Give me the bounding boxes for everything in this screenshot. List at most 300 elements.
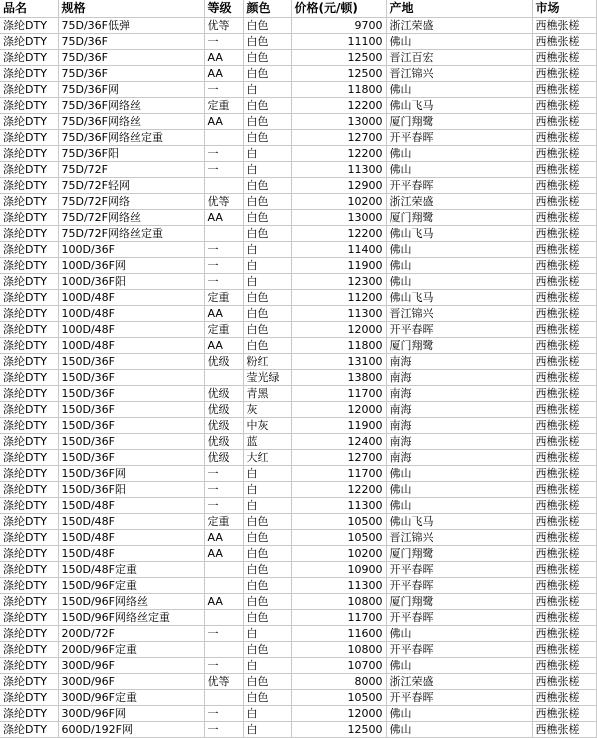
cell-price: 13000 bbox=[291, 210, 386, 226]
cell-color: 白 bbox=[243, 658, 291, 674]
cell-color: 白 bbox=[243, 706, 291, 722]
cell-grade bbox=[204, 226, 243, 242]
cell-product-name: 涤纶DTY bbox=[0, 242, 58, 258]
table-row bbox=[0, 290, 596, 306]
cell-product-name: 涤纶DTY bbox=[0, 274, 58, 290]
cell-grade bbox=[204, 690, 243, 706]
cell-price: 11800 bbox=[291, 82, 386, 98]
cell-spec: 100D/36F bbox=[58, 242, 204, 258]
cell-color: 白色 bbox=[243, 226, 291, 242]
cell-market: 西樵张槎 bbox=[532, 450, 596, 466]
cell-price: 10800 bbox=[291, 594, 386, 610]
cell-market: 西樵张槎 bbox=[532, 98, 596, 114]
cell-spec: 300D/96F bbox=[58, 658, 204, 674]
cell-color: 白色 bbox=[243, 306, 291, 322]
cell-color: 白色 bbox=[243, 178, 291, 194]
cell-spec: 150D/96F网络丝 bbox=[58, 594, 204, 610]
cell-spec: 150D/36F阳 bbox=[58, 482, 204, 498]
cell-origin: 南海 bbox=[386, 418, 532, 434]
cell-price: 10700 bbox=[291, 658, 386, 674]
cell-market: 西樵张槎 bbox=[532, 178, 596, 194]
cell-product-name: 涤纶DTY bbox=[0, 626, 58, 642]
table-row bbox=[0, 338, 596, 354]
cell-product-name: 涤纶DTY bbox=[0, 306, 58, 322]
cell-product-name: 涤纶DTY bbox=[0, 578, 58, 594]
cell-spec: 150D/96F定重 bbox=[58, 578, 204, 594]
cell-spec: 100D/48F bbox=[58, 306, 204, 322]
cell-price: 12700 bbox=[291, 130, 386, 146]
cell-grade: 定重 bbox=[204, 290, 243, 306]
cell-spec: 75D/36F网 bbox=[58, 82, 204, 98]
cell-spec: 100D/48F bbox=[58, 338, 204, 354]
table-row bbox=[0, 130, 596, 146]
table-row bbox=[0, 562, 596, 578]
cell-market: 西樵张槎 bbox=[532, 706, 596, 722]
cell-spec: 75D/36F网络丝 bbox=[58, 98, 204, 114]
cell-market: 西樵张槎 bbox=[532, 722, 596, 738]
cell-origin: 开平春晖 bbox=[386, 690, 532, 706]
cell-grade: AA bbox=[204, 50, 243, 66]
table-row bbox=[0, 674, 596, 690]
cell-price: 10500 bbox=[291, 690, 386, 706]
cell-spec: 600D/192F网 bbox=[58, 722, 204, 738]
cell-price: 10800 bbox=[291, 642, 386, 658]
table-row bbox=[0, 370, 596, 386]
cell-market: 西樵张槎 bbox=[532, 354, 596, 370]
cell-market: 西樵张槎 bbox=[532, 258, 596, 274]
cell-color: 大红 bbox=[243, 450, 291, 466]
cell-color: 白 bbox=[243, 626, 291, 642]
table-row bbox=[0, 98, 596, 114]
cell-price: 13100 bbox=[291, 354, 386, 370]
cell-price: 12300 bbox=[291, 274, 386, 290]
cell-origin: 佛山 bbox=[386, 722, 532, 738]
cell-grade: 优级 bbox=[204, 402, 243, 418]
cell-grade bbox=[204, 642, 243, 658]
cell-product-name: 涤纶DTY bbox=[0, 354, 58, 370]
cell-color: 白 bbox=[243, 146, 291, 162]
cell-grade: 一 bbox=[204, 722, 243, 738]
cell-spec: 75D/36F bbox=[58, 66, 204, 82]
cell-market: 西樵张槎 bbox=[532, 274, 596, 290]
cell-product-name: 涤纶DTY bbox=[0, 546, 58, 562]
cell-grade: 优级 bbox=[204, 434, 243, 450]
cell-grade: 一 bbox=[204, 34, 243, 50]
cell-product-name: 涤纶DTY bbox=[0, 530, 58, 546]
cell-spec: 100D/48F bbox=[58, 322, 204, 338]
cell-color: 白色 bbox=[243, 530, 291, 546]
cell-product-name: 涤纶DTY bbox=[0, 34, 58, 50]
cell-market: 西樵张槎 bbox=[532, 226, 596, 242]
cell-color: 青黑 bbox=[243, 386, 291, 402]
cell-market: 西樵张槎 bbox=[532, 386, 596, 402]
cell-origin: 厦门翔鹭 bbox=[386, 338, 532, 354]
cell-color: 莹光绿 bbox=[243, 370, 291, 386]
cell-price: 11600 bbox=[291, 626, 386, 642]
cell-origin: 厦门翔鹭 bbox=[386, 210, 532, 226]
cell-market: 西樵张槎 bbox=[532, 370, 596, 386]
cell-market: 西樵张槎 bbox=[532, 194, 596, 210]
cell-spec: 75D/72F网络丝定重 bbox=[58, 226, 204, 242]
cell-market: 西樵张槎 bbox=[532, 290, 596, 306]
cell-spec: 150D/36F bbox=[58, 386, 204, 402]
cell-market: 西樵张槎 bbox=[532, 658, 596, 674]
cell-origin: 佛山飞马 bbox=[386, 514, 532, 530]
cell-spec: 100D/48F bbox=[58, 290, 204, 306]
cell-color: 白色 bbox=[243, 34, 291, 50]
cell-market: 西樵张槎 bbox=[532, 338, 596, 354]
cell-grade: 定重 bbox=[204, 98, 243, 114]
table-row bbox=[0, 722, 596, 738]
cell-market: 西樵张槎 bbox=[532, 498, 596, 514]
cell-origin: 佛山 bbox=[386, 34, 532, 50]
cell-market: 西樵张槎 bbox=[532, 50, 596, 66]
cell-origin: 开平春晖 bbox=[386, 322, 532, 338]
table-row bbox=[0, 690, 596, 706]
cell-spec: 300D/96F定重 bbox=[58, 690, 204, 706]
cell-price: 11300 bbox=[291, 578, 386, 594]
table-row bbox=[0, 194, 596, 210]
cell-color: 白色 bbox=[243, 578, 291, 594]
cell-grade bbox=[204, 562, 243, 578]
cell-spec: 75D/36F网络丝定重 bbox=[58, 130, 204, 146]
cell-spec: 300D/96F网 bbox=[58, 706, 204, 722]
cell-color: 白 bbox=[243, 482, 291, 498]
cell-grade: 优级 bbox=[204, 354, 243, 370]
cell-grade: 一 bbox=[204, 498, 243, 514]
cell-price: 10200 bbox=[291, 194, 386, 210]
cell-color: 蓝 bbox=[243, 434, 291, 450]
cell-product-name: 涤纶DTY bbox=[0, 18, 58, 34]
cell-price: 12000 bbox=[291, 402, 386, 418]
header-row bbox=[0, 0, 596, 18]
cell-color: 白 bbox=[243, 498, 291, 514]
cell-origin: 佛山飞马 bbox=[386, 226, 532, 242]
cell-price: 11800 bbox=[291, 338, 386, 354]
cell-grade: 一 bbox=[204, 162, 243, 178]
cell-grade: 优等 bbox=[204, 674, 243, 690]
cell-spec: 150D/36F bbox=[58, 450, 204, 466]
cell-origin: 开平春晖 bbox=[386, 610, 532, 626]
table-row bbox=[0, 450, 596, 466]
cell-grade: 一 bbox=[204, 626, 243, 642]
cell-market: 西樵张槎 bbox=[532, 578, 596, 594]
cell-product-name: 涤纶DTY bbox=[0, 482, 58, 498]
cell-price: 8000 bbox=[291, 674, 386, 690]
cell-origin: 南海 bbox=[386, 434, 532, 450]
cell-color: 白 bbox=[243, 242, 291, 258]
cell-price: 11300 bbox=[291, 162, 386, 178]
cell-origin: 佛山 bbox=[386, 706, 532, 722]
table-row bbox=[0, 306, 596, 322]
header-product-name: 品名 bbox=[0, 0, 58, 18]
cell-price: 12200 bbox=[291, 482, 386, 498]
cell-product-name: 涤纶DTY bbox=[0, 338, 58, 354]
table-body bbox=[0, 18, 596, 738]
cell-spec: 150D/36F bbox=[58, 418, 204, 434]
table-row bbox=[0, 66, 596, 82]
cell-color: 白色 bbox=[243, 18, 291, 34]
cell-origin: 晋江百宏 bbox=[386, 50, 532, 66]
cell-spec: 200D/96F定重 bbox=[58, 642, 204, 658]
cell-grade: 优级 bbox=[204, 386, 243, 402]
cell-product-name: 涤纶DTY bbox=[0, 514, 58, 530]
cell-origin: 佛山飞马 bbox=[386, 290, 532, 306]
cell-color: 白 bbox=[243, 274, 291, 290]
cell-origin: 开平春晖 bbox=[386, 578, 532, 594]
table-row bbox=[0, 578, 596, 594]
cell-price: 12500 bbox=[291, 722, 386, 738]
cell-product-name: 涤纶DTY bbox=[0, 98, 58, 114]
cell-price: 10500 bbox=[291, 530, 386, 546]
table-row bbox=[0, 706, 596, 722]
cell-product-name: 涤纶DTY bbox=[0, 386, 58, 402]
cell-grade bbox=[204, 610, 243, 626]
cell-market: 西樵张槎 bbox=[532, 306, 596, 322]
cell-grade: 定重 bbox=[204, 322, 243, 338]
cell-spec: 75D/36F bbox=[58, 34, 204, 50]
table-row bbox=[0, 418, 596, 434]
cell-spec: 75D/72F网络丝 bbox=[58, 210, 204, 226]
cell-price: 12200 bbox=[291, 226, 386, 242]
cell-origin: 南海 bbox=[386, 354, 532, 370]
cell-market: 西樵张槎 bbox=[532, 402, 596, 418]
cell-color: 白色 bbox=[243, 130, 291, 146]
table-row bbox=[0, 162, 596, 178]
cell-price: 10500 bbox=[291, 514, 386, 530]
cell-grade: 一 bbox=[204, 242, 243, 258]
cell-origin: 厦门翔鹭 bbox=[386, 594, 532, 610]
cell-product-name: 涤纶DTY bbox=[0, 418, 58, 434]
cell-spec: 75D/36F低弹 bbox=[58, 18, 204, 34]
cell-grade: AA bbox=[204, 210, 243, 226]
cell-origin: 开平春晖 bbox=[386, 178, 532, 194]
cell-spec: 300D/96F bbox=[58, 674, 204, 690]
cell-grade: 一 bbox=[204, 82, 243, 98]
cell-product-name: 涤纶DTY bbox=[0, 562, 58, 578]
cell-origin: 晋江锦兴 bbox=[386, 66, 532, 82]
cell-grade: 优等 bbox=[204, 194, 243, 210]
cell-product-name: 涤纶DTY bbox=[0, 498, 58, 514]
cell-spec: 150D/36F网 bbox=[58, 466, 204, 482]
table-row bbox=[0, 322, 596, 338]
cell-color: 白色 bbox=[243, 594, 291, 610]
cell-market: 西樵张槎 bbox=[532, 530, 596, 546]
table-row bbox=[0, 34, 596, 50]
cell-spec: 100D/36F阳 bbox=[58, 274, 204, 290]
cell-color: 白 bbox=[243, 82, 291, 98]
cell-spec: 150D/36F bbox=[58, 354, 204, 370]
cell-grade: 一 bbox=[204, 706, 243, 722]
table-row bbox=[0, 466, 596, 482]
header-color: 颜色 bbox=[243, 0, 291, 18]
cell-market: 西樵张槎 bbox=[532, 242, 596, 258]
cell-market: 西樵张槎 bbox=[532, 690, 596, 706]
cell-grade: AA bbox=[204, 338, 243, 354]
cell-origin: 佛山 bbox=[386, 658, 532, 674]
table-row bbox=[0, 50, 596, 66]
cell-origin: 厦门翔鹭 bbox=[386, 114, 532, 130]
cell-price: 11100 bbox=[291, 34, 386, 50]
table-row bbox=[0, 514, 596, 530]
cell-market: 西樵张槎 bbox=[532, 594, 596, 610]
cell-market: 西樵张槎 bbox=[532, 610, 596, 626]
cell-grade: 定重 bbox=[204, 514, 243, 530]
cell-price: 11900 bbox=[291, 258, 386, 274]
cell-price: 13000 bbox=[291, 114, 386, 130]
cell-price: 12200 bbox=[291, 146, 386, 162]
cell-spec: 150D/36F bbox=[58, 370, 204, 386]
table-row bbox=[0, 594, 596, 610]
cell-market: 西樵张槎 bbox=[532, 322, 596, 338]
cell-product-name: 涤纶DTY bbox=[0, 434, 58, 450]
cell-grade: AA bbox=[204, 546, 243, 562]
cell-product-name: 涤纶DTY bbox=[0, 466, 58, 482]
cell-origin: 南海 bbox=[386, 402, 532, 418]
cell-spec: 75D/72F网络 bbox=[58, 194, 204, 210]
cell-origin: 佛山 bbox=[386, 466, 532, 482]
cell-origin: 浙江荣盛 bbox=[386, 674, 532, 690]
table-row bbox=[0, 178, 596, 194]
cell-spec: 150D/36F bbox=[58, 434, 204, 450]
cell-product-name: 涤纶DTY bbox=[0, 178, 58, 194]
cell-grade: AA bbox=[204, 114, 243, 130]
cell-price: 9700 bbox=[291, 18, 386, 34]
table-row bbox=[0, 530, 596, 546]
cell-spec: 150D/36F bbox=[58, 402, 204, 418]
table-row bbox=[0, 146, 596, 162]
cell-grade: 优等 bbox=[204, 18, 243, 34]
cell-color: 白色 bbox=[243, 690, 291, 706]
cell-color: 灰 bbox=[243, 402, 291, 418]
table-row bbox=[0, 242, 596, 258]
cell-price: 12000 bbox=[291, 706, 386, 722]
cell-spec: 75D/36F网络丝 bbox=[58, 114, 204, 130]
cell-product-name: 涤纶DTY bbox=[0, 402, 58, 418]
cell-spec: 150D/48F bbox=[58, 498, 204, 514]
table-row bbox=[0, 226, 596, 242]
cell-market: 西樵张槎 bbox=[532, 82, 596, 98]
table-row bbox=[0, 354, 596, 370]
table-row bbox=[0, 610, 596, 626]
cell-price: 11900 bbox=[291, 418, 386, 434]
table-row bbox=[0, 274, 596, 290]
cell-grade: 一 bbox=[204, 274, 243, 290]
table-row bbox=[0, 498, 596, 514]
cell-origin: 佛山 bbox=[386, 162, 532, 178]
table-row bbox=[0, 114, 596, 130]
cell-origin: 开平春晖 bbox=[386, 562, 532, 578]
cell-market: 西樵张槎 bbox=[532, 482, 596, 498]
cell-product-name: 涤纶DTY bbox=[0, 642, 58, 658]
cell-color: 白色 bbox=[243, 338, 291, 354]
cell-market: 西樵张槎 bbox=[532, 34, 596, 50]
cell-price: 12900 bbox=[291, 178, 386, 194]
cell-product-name: 涤纶DTY bbox=[0, 322, 58, 338]
cell-product-name: 涤纶DTY bbox=[0, 146, 58, 162]
table-row bbox=[0, 434, 596, 450]
cell-product-name: 涤纶DTY bbox=[0, 658, 58, 674]
cell-price: 11400 bbox=[291, 242, 386, 258]
header-market: 市场 bbox=[532, 0, 596, 18]
cell-origin: 厦门翔鹭 bbox=[386, 546, 532, 562]
cell-price: 10900 bbox=[291, 562, 386, 578]
cell-origin: 南海 bbox=[386, 386, 532, 402]
cell-grade: 一 bbox=[204, 146, 243, 162]
table-row bbox=[0, 386, 596, 402]
cell-price: 12000 bbox=[291, 322, 386, 338]
cell-grade bbox=[204, 370, 243, 386]
cell-market: 西樵张槎 bbox=[532, 434, 596, 450]
cell-product-name: 涤纶DTY bbox=[0, 690, 58, 706]
cell-origin: 佛山 bbox=[386, 626, 532, 642]
cell-color: 白色 bbox=[243, 290, 291, 306]
cell-market: 西樵张槎 bbox=[532, 146, 596, 162]
cell-product-name: 涤纶DTY bbox=[0, 674, 58, 690]
cell-price: 11300 bbox=[291, 306, 386, 322]
cell-color: 白色 bbox=[243, 610, 291, 626]
cell-grade: AA bbox=[204, 530, 243, 546]
header-origin: 产地 bbox=[386, 0, 532, 18]
table-row bbox=[0, 402, 596, 418]
cell-color: 白 bbox=[243, 466, 291, 482]
cell-spec: 75D/72F轻网 bbox=[58, 178, 204, 194]
cell-grade: 优级 bbox=[204, 450, 243, 466]
cell-grade: AA bbox=[204, 594, 243, 610]
table-row bbox=[0, 626, 596, 642]
cell-color: 白色 bbox=[243, 210, 291, 226]
cell-color: 白色 bbox=[243, 322, 291, 338]
header-spec: 规格 bbox=[58, 0, 204, 18]
cell-origin: 开平春晖 bbox=[386, 642, 532, 658]
cell-color: 白色 bbox=[243, 546, 291, 562]
cell-price: 12700 bbox=[291, 450, 386, 466]
cell-origin: 佛山 bbox=[386, 482, 532, 498]
cell-product-name: 涤纶DTY bbox=[0, 210, 58, 226]
cell-market: 西樵张槎 bbox=[532, 66, 596, 82]
cell-origin: 南海 bbox=[386, 370, 532, 386]
cell-grade: 一 bbox=[204, 482, 243, 498]
cell-spec: 150D/96F网络丝定重 bbox=[58, 610, 204, 626]
cell-market: 西樵张槎 bbox=[532, 18, 596, 34]
cell-market: 西樵张槎 bbox=[532, 514, 596, 530]
cell-product-name: 涤纶DTY bbox=[0, 130, 58, 146]
cell-price: 11700 bbox=[291, 466, 386, 482]
cell-origin: 佛山 bbox=[386, 498, 532, 514]
cell-grade: 优级 bbox=[204, 418, 243, 434]
cell-color: 白色 bbox=[243, 194, 291, 210]
cell-color: 白色 bbox=[243, 114, 291, 130]
cell-spec: 100D/36F网 bbox=[58, 258, 204, 274]
cell-product-name: 涤纶DTY bbox=[0, 722, 58, 738]
cell-origin: 晋江锦兴 bbox=[386, 530, 532, 546]
cell-spec: 75D/72F bbox=[58, 162, 204, 178]
cell-product-name: 涤纶DTY bbox=[0, 226, 58, 242]
cell-product-name: 涤纶DTY bbox=[0, 66, 58, 82]
cell-price: 11700 bbox=[291, 610, 386, 626]
cell-product-name: 涤纶DTY bbox=[0, 610, 58, 626]
cell-grade: AA bbox=[204, 66, 243, 82]
cell-product-name: 涤纶DTY bbox=[0, 50, 58, 66]
cell-spec: 150D/48F bbox=[58, 546, 204, 562]
cell-price: 10200 bbox=[291, 546, 386, 562]
cell-market: 西樵张槎 bbox=[532, 418, 596, 434]
cell-grade: 一 bbox=[204, 258, 243, 274]
cell-market: 西樵张槎 bbox=[532, 642, 596, 658]
cell-color: 白色 bbox=[243, 674, 291, 690]
cell-price: 12500 bbox=[291, 50, 386, 66]
cell-price: 13800 bbox=[291, 370, 386, 386]
